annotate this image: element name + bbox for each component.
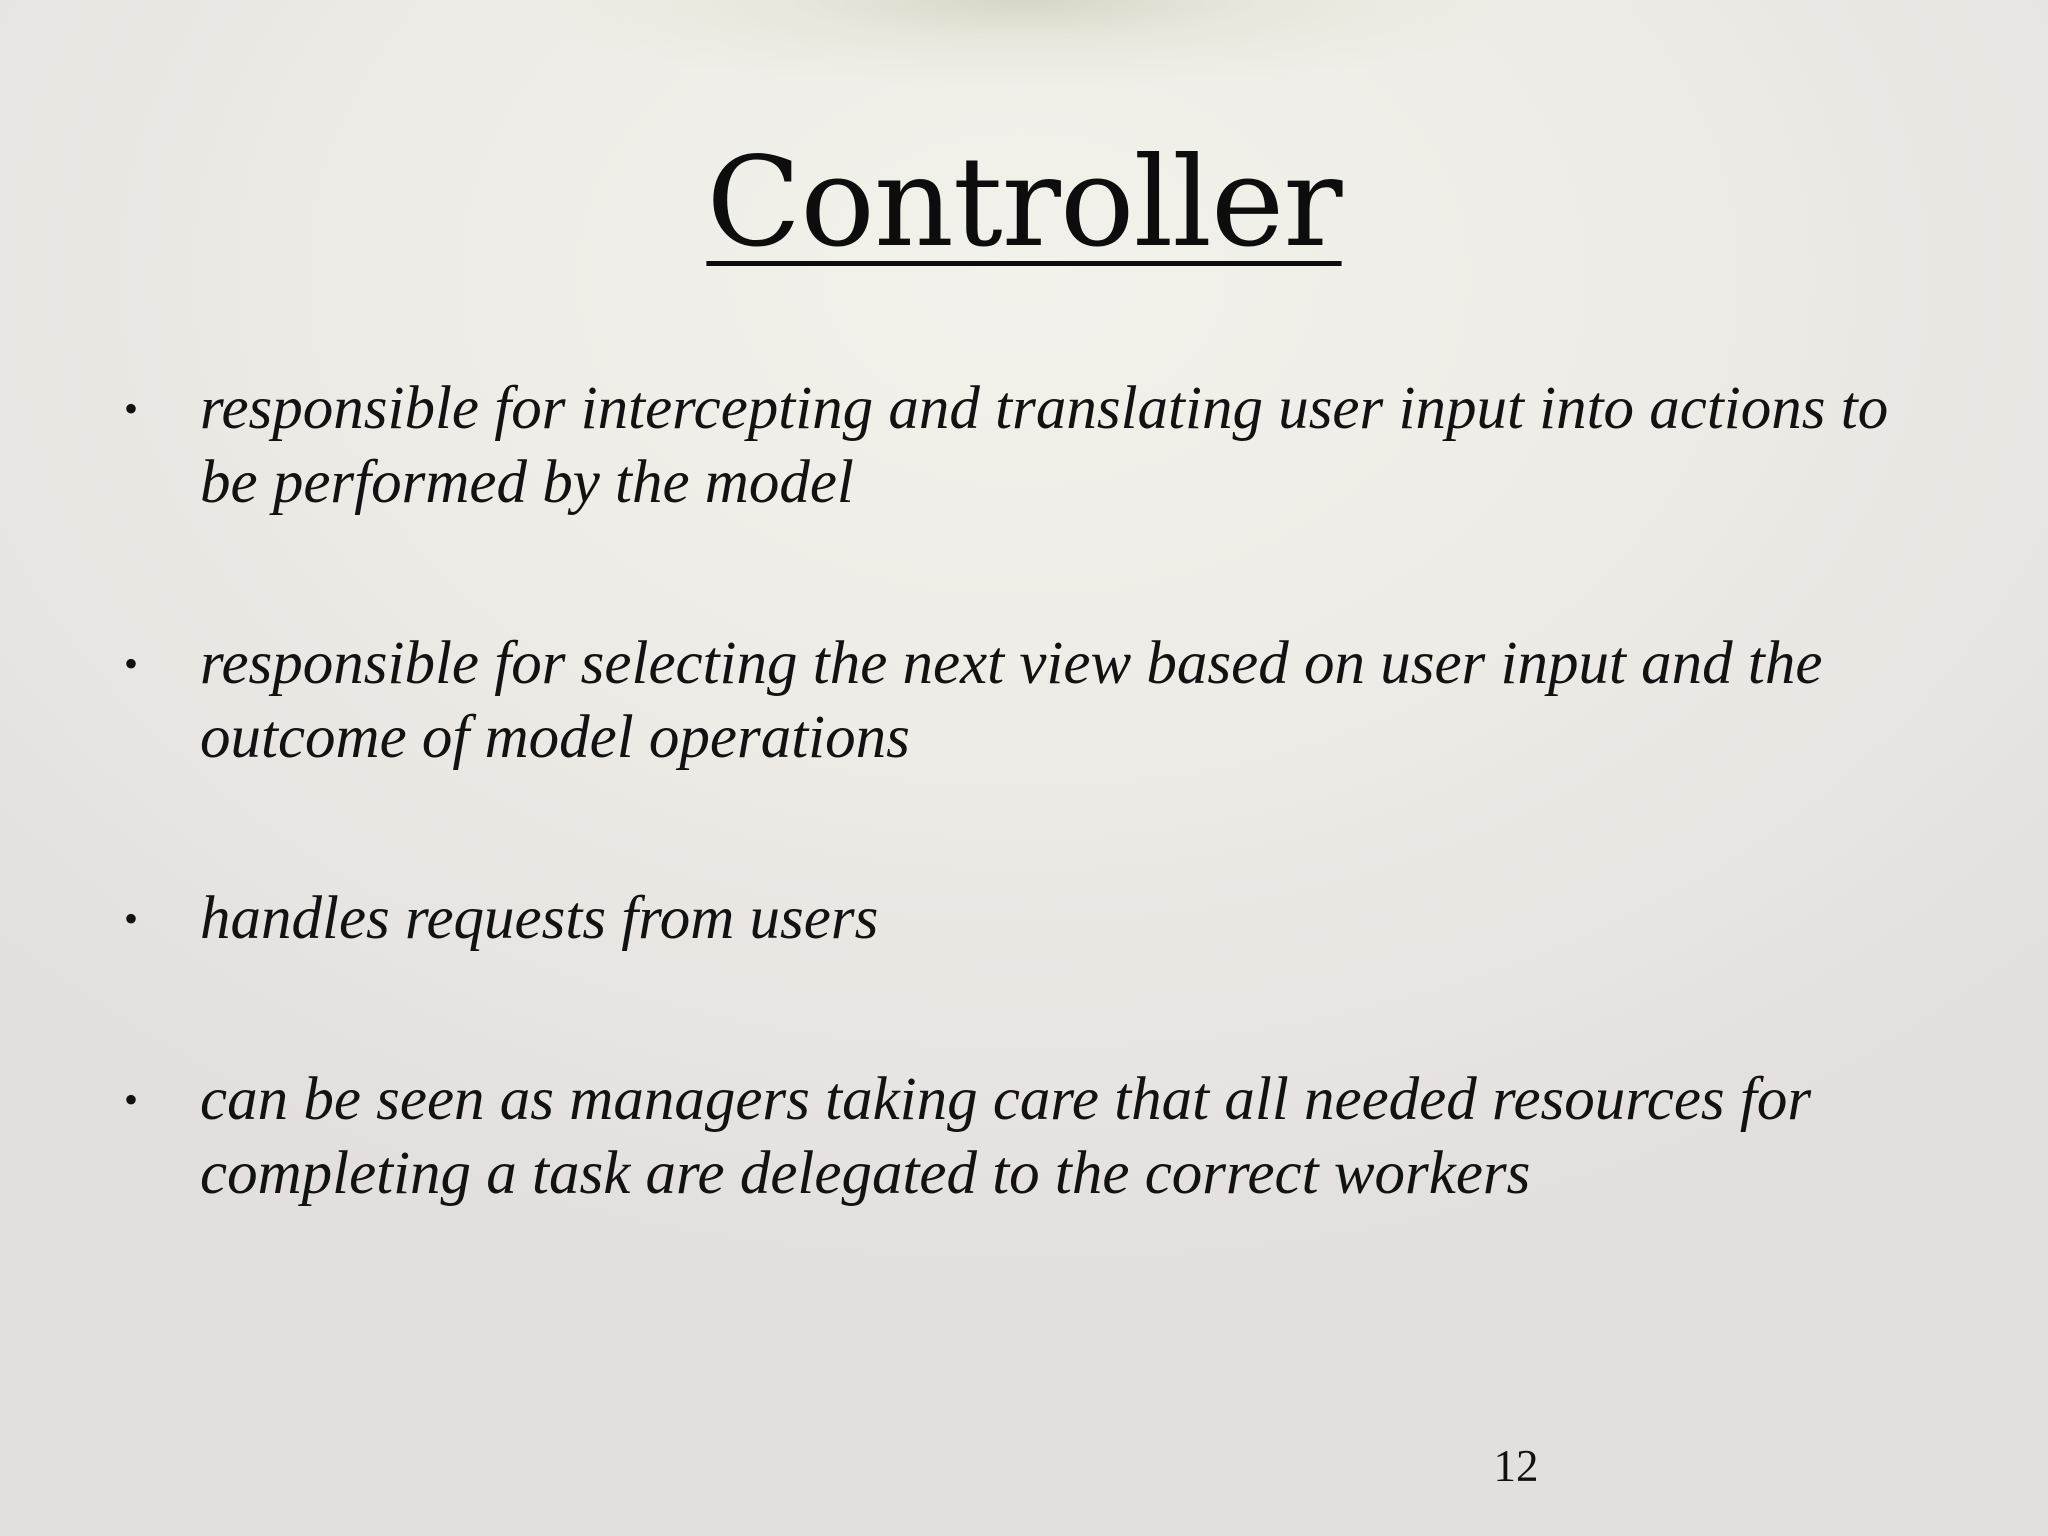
bullet-marker: • (124, 641, 139, 686)
bullet-text: responsible for selecting the next view based on user input and the outcome of model operations (200, 630, 1823, 771)
bullet-text: can be seen as managers taking care that all needed resources for completing a task are delegated to the correct workers (200, 1066, 1812, 1207)
bullet-marker: • (124, 386, 139, 431)
bullet-item (116, 882, 1916, 956)
bullet-list (116, 372, 1916, 1211)
bullet-marker: • (124, 1077, 139, 1122)
slide-title (0, 128, 2048, 278)
bullet-item (116, 372, 1916, 520)
bullet-text: responsible for intercepting and translating user input into actions to be performed by the model (200, 375, 1889, 516)
page-number: 12 (1493, 1441, 1539, 1491)
bullet-marker: • (124, 896, 139, 941)
bullet-item (116, 627, 1916, 775)
bullet-text: handles requests from users (200, 885, 879, 952)
slide-title-text: Controller (706, 131, 1342, 275)
bullet-item (116, 1063, 1916, 1211)
